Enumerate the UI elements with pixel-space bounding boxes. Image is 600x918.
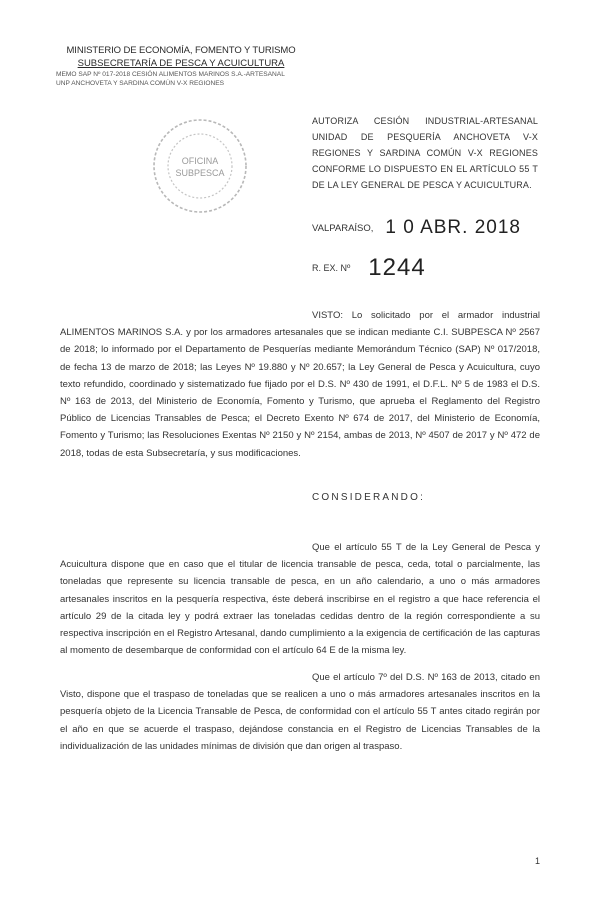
resolution-number: 1244 bbox=[368, 254, 426, 281]
considerando-heading: CONSIDERANDO: bbox=[312, 492, 426, 503]
resolution-id bbox=[312, 254, 426, 282]
place-date bbox=[312, 217, 521, 239]
visto-paragraph: VISTO: Lo solicitado por el armador industrial ALIMENTOS MARINOS S.A. y por los armadores artesanales que se indican mediante C.I. SUBPESCA Nº 2567 de 2018; lo informado por el Departamento de Pesquerías mediante Memorándum Técnico (SAP) Nº 017/2018, de fecha 13 de marzo de 2018; las Leyes Nº 19.880 y Nº 20.657; la Ley General de Pesca y Acuicultura, cuyo texto refundido, coordinado y sistematizado fue fijado por el D.S. Nº 430 de 1991, el D.F.L. Nº 5 de 1983 el D.S. Nº 163 de 2013, del Ministerio de Economía, Fomento y Turismo, que aprueba el Reglamento del Registro Público de Licencias Transables de Pesca; el Decreto Exento Nº 674 de 2017, del Ministerio de Economía, Fomento y Turismo; las Resoluciones Exentas Nº 2150 y Nº 2154, ambas de 2013, Nº 4507 de 2017 y Nº 472 de 2018, todas de esta Subsecretaría, y sus modificaciones. bbox=[60, 310, 540, 459]
date-stamp: 1 0 ABR. 2018 bbox=[385, 217, 521, 238]
stamp-text-1: OFICINA bbox=[181, 156, 219, 166]
letterhead bbox=[56, 44, 306, 88]
reference-line-2: UNP ANCHOVETA Y SARDINA COMÚN V-X REGIONES bbox=[56, 80, 225, 87]
considerando-paragraph-2: Que el artículo 7º del D.S. Nº 163 de 2013, citado en Visto, dispone que el traspaso de toneladas que se realicen a uno o más armadores artesanales inscritos en la pesquería objeto de la Licencia Transable de Pesca, de conformidad con el artículo 55 T antes citado regirán por el año en que se acuerde el traspaso, dejándose constancia en el Registro de Licencias Transables de la individualización de las unidades mínimas de división que dan origen al traspaso. bbox=[60, 672, 540, 752]
resolution-label: R. EX. Nº bbox=[312, 263, 351, 273]
reference-line-1: MEMO SAP Nº 017-2018 CESIÓN ALIMENTOS MARINOS S.A.-ARTESANAL bbox=[56, 71, 285, 78]
ministry-name: MINISTERIO DE ECONOMÍA, FOMENTO Y TURISMO bbox=[66, 45, 296, 56]
document-title: AUTORIZA CESIÓN INDUSTRIAL-ARTESANAL UNIDAD DE PESQUERÍA ANCHOVETA V-X REGIONES Y SARDINA COMÚN V-X REGIONES CONFORME LO DISPUESTO EN EL ARTÍCULO 55 T DE LA LEY GENERAL DE PESCA Y ACUICULTURA. bbox=[312, 116, 538, 190]
page-number: 1 bbox=[535, 856, 541, 866]
considerando-paragraph-1: Que el artículo 55 T de la Ley General de Pesca y Acuicultura dispone que en caso que el titular de licencia transable de pesca, ceda, total o parcialmente, las toneladas que represente su licencia transable de pesca, en un año calendario, a uno o más armadores artesanales inscritos en la pesquería respectiva, éste deberá inscribirse en el registro a que hace referencia el artículo 29 de la citada ley y podrá extraer las toneladas cedidas dentro de la región correspondiente a su respectiva inscripción en el Registro Artesanal, dando cumplimiento a la exigencia de certificación de las capturas al momento de desembarque de conformidad con el artículo 64 E de la misma ley. bbox=[60, 542, 540, 657]
undersecretariat-name: SUBSECRETARÍA DE PESCA Y ACUICULTURA bbox=[77, 58, 285, 69]
office-stamp bbox=[148, 114, 252, 218]
stamp-text-2: SUBPESCA bbox=[175, 168, 225, 178]
place-name: VALPARAÍSO, bbox=[312, 223, 374, 234]
